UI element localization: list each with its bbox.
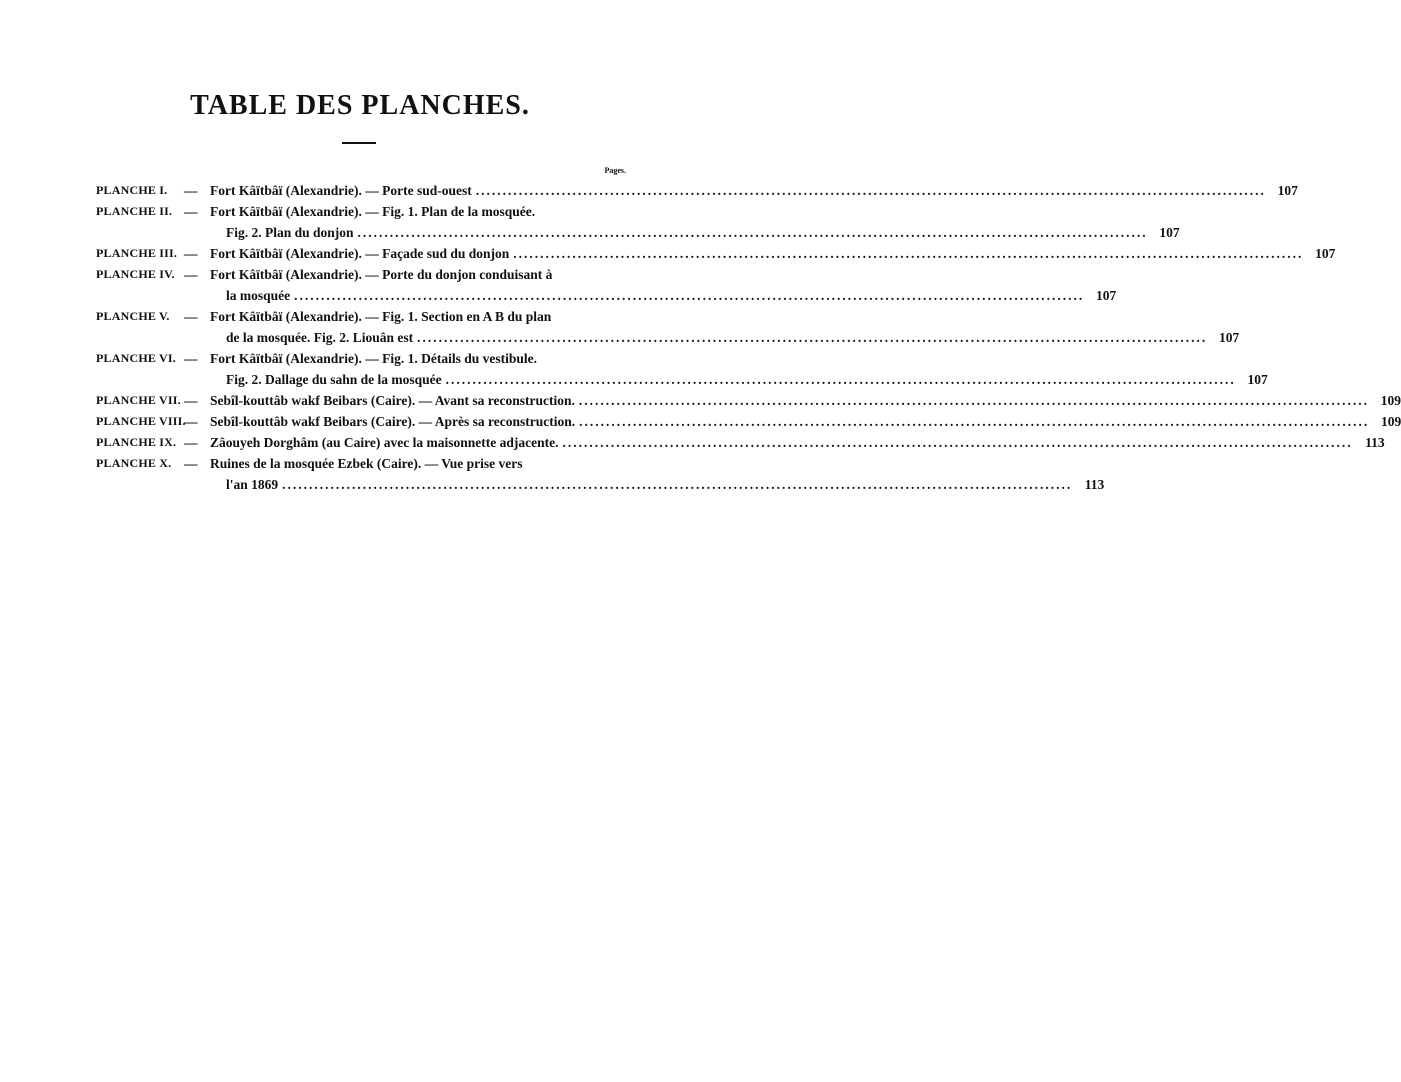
entry-description <box>210 432 1385 453</box>
description-text: Fig. 2. Plan du donjon <box>226 225 354 240</box>
entry-dash: — <box>184 435 198 450</box>
description-line <box>210 327 1240 348</box>
plates-table <box>96 180 1401 495</box>
entry-description <box>210 453 1105 495</box>
description-text: de la mosquée. Fig. 2. Liouân est <box>226 330 414 345</box>
page-number: 107 <box>1247 372 1268 387</box>
entry-dash: — <box>184 204 198 219</box>
toc-entry <box>96 348 1268 390</box>
description-text: Sebîl-kouttâb wakf Beibars (Caire). — Avant sa reconstruction. <box>210 393 575 408</box>
toc-entry <box>96 411 1401 432</box>
plate-label: PLANCHE VII. <box>96 393 181 407</box>
description-text: Ruines de la mosquée Ezbek (Caire). — Vue prise vers <box>210 456 523 471</box>
entry-dash: — <box>184 246 198 261</box>
entry-dash: — <box>184 267 198 282</box>
toc-entry <box>96 264 1117 306</box>
description-line <box>210 369 1268 390</box>
page-number: 107 <box>1159 225 1180 240</box>
description-text: la mosquée <box>226 288 291 303</box>
entry-dash: — <box>184 414 198 429</box>
page-number: 107 <box>1219 330 1240 345</box>
plate-label: PLANCHE V. <box>96 309 170 323</box>
plate-label: PLANCHE IV. <box>96 267 175 281</box>
entry-dash: — <box>184 183 198 198</box>
toc-entry <box>96 243 1336 264</box>
entry-dash: — <box>184 309 198 324</box>
description-line <box>210 306 628 327</box>
entry-dash: — <box>184 456 198 471</box>
page-number: 109 <box>1381 414 1401 429</box>
toc-entry <box>96 390 1401 411</box>
dot-leader <box>282 474 1072 495</box>
title-divider <box>342 142 376 144</box>
entry-description <box>210 390 1401 411</box>
dot-leader <box>579 390 1369 411</box>
description-text: Fort Kâïtbâï (Alexandrie). — Fig. 1. Plan de la mosquée. <box>210 204 536 219</box>
plate-label: PLANCHE X. <box>96 456 172 470</box>
description-text: Fig. 2. Dallage du sahn de la mosquée <box>226 372 442 387</box>
description-line <box>210 222 1180 243</box>
plate-label: PLANCHE II. <box>96 204 173 218</box>
toc-entry <box>96 453 1105 495</box>
page-number: 107 <box>1315 246 1336 261</box>
page-number: 107 <box>1096 288 1117 303</box>
description-line <box>210 432 1385 453</box>
dot-leader <box>417 327 1207 348</box>
page-number: 113 <box>1084 477 1105 492</box>
toc-entry <box>96 432 1385 453</box>
description-line <box>210 411 1401 432</box>
plate-label: PLANCHE I. <box>96 183 168 197</box>
page-title: TABLE DES PLANCHES. <box>190 90 530 121</box>
dot-leader <box>358 222 1148 243</box>
entry-description <box>210 306 1240 348</box>
description-line <box>210 348 628 369</box>
entry-description <box>210 243 1336 264</box>
description-text: Fort Kâïtbâï (Alexandrie). — Porte du donjon conduisant à <box>210 267 553 282</box>
dot-leader <box>476 180 1266 201</box>
entry-description <box>210 348 1268 390</box>
entry-dash: — <box>184 351 198 366</box>
plate-label: PLANCHE III. <box>96 246 178 260</box>
description-text: Zâouyeh Dorghâm (au Caire) avec la maisonnette adjacente. <box>210 435 559 450</box>
description-text: Fort Kâïtbâï (Alexandrie). — Façade sud du donjon <box>210 246 510 261</box>
dot-leader <box>294 285 1084 306</box>
description-line <box>210 264 628 285</box>
entry-description <box>210 201 1180 243</box>
description-text: Fort Kâïtbâï (Alexandrie). — Fig. 1. Section en A B du plan <box>210 309 552 324</box>
description-text: Fort Kâïtbâï (Alexandrie). — Porte sud-ouest <box>210 183 472 198</box>
page-number: 113 <box>1365 435 1385 450</box>
description-text: Sebîl-kouttâb wakf Beibars (Caire). — Après sa reconstruction. <box>210 414 576 429</box>
dot-leader <box>562 432 1352 453</box>
description-line <box>210 453 628 474</box>
plate-label: PLANCHE IX. <box>96 435 177 449</box>
description-line <box>210 390 1401 411</box>
description-line <box>210 474 1105 495</box>
description-line <box>210 180 1298 201</box>
entry-description <box>210 411 1401 432</box>
toc-entry <box>96 201 1180 243</box>
plate-label: PLANCHE VIII. <box>96 414 186 428</box>
toc-entry <box>96 306 1240 348</box>
page-number: 107 <box>1277 183 1298 198</box>
description-line <box>210 285 1117 306</box>
description-text: l'an 1869 <box>226 477 279 492</box>
dot-leader <box>446 369 1236 390</box>
dot-leader <box>513 243 1303 264</box>
toc-entry <box>96 180 1298 201</box>
pages-column-label: Pages. <box>604 166 626 175</box>
entry-description <box>210 264 1117 306</box>
entry-dash: — <box>184 393 198 408</box>
description-line <box>210 243 1336 264</box>
description-line <box>210 201 628 222</box>
description-text: Fort Kâïtbâï (Alexandrie). — Fig. 1. Détails du vestibule. <box>210 351 537 366</box>
entry-description <box>210 180 1298 201</box>
plate-label: PLANCHE VI. <box>96 351 176 365</box>
dot-leader <box>579 411 1369 432</box>
page-number: 109 <box>1380 393 1401 408</box>
